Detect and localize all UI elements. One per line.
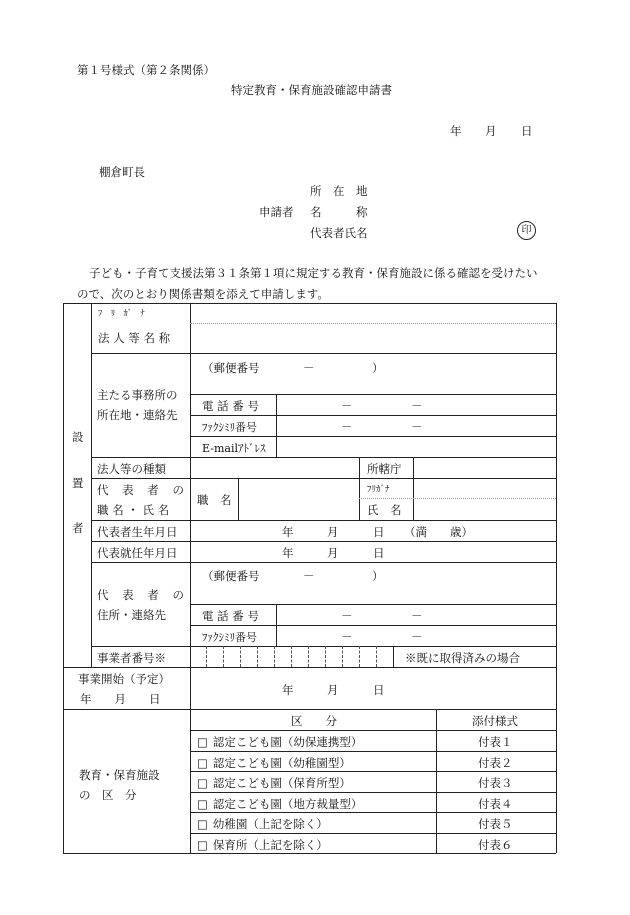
office-postal-close: ） [372,361,384,375]
start-month: 月 [327,683,339,697]
office-fax-dash-1: － [341,420,353,434]
office-email-label: E-mailｱﾄﾞﾚｽ [202,442,266,455]
attachment-form-6: 付表６ [478,838,513,852]
rep-fax-dash-1: － [341,630,353,644]
category-checkbox-4[interactable]: □ 認定こども園（地方裁量型） [197,796,362,812]
rep-fax-label: ﾌｧｸｼﾐﾘ番号 [202,631,257,644]
corp-type-field[interactable] [191,458,358,477]
intro-line-2: ので、次のとおり関係書類を添えて申請します。 [77,287,329,301]
category-header: 区 分 [291,714,337,728]
start-label-line-1: 事業開始（予定） [78,672,170,686]
age-open: （満 [404,525,427,539]
side-label-char-1: 設 [72,430,84,444]
date-month-label: 月 [485,124,497,138]
category-checkbox-6[interactable]: □ 保育所（上記を除く） [197,837,328,853]
office-phone-dash-2: － [411,399,423,413]
start-day: 日 [373,683,385,697]
office-email-field[interactable] [277,437,555,456]
rep-name-field[interactable] [414,479,555,519]
age-close: 歳） [450,525,473,539]
attachment-form-5: 付表５ [478,817,513,831]
corp-type-label: 法人等の種類 [97,462,166,476]
appoint-day: 日 [373,546,385,560]
rep-phone-label: 電 話 番 号 [202,609,259,623]
side-label-char-2: 置 [72,476,84,490]
office-postal-dash: － [303,361,315,375]
office-phone-label: 電 話 番 号 [202,399,259,413]
rep-label-line-2: 職 名 ・ 氏 名 [97,503,170,517]
attachment-form-1: 付表１ [478,735,513,749]
rep-phone-dash-1: － [341,609,353,623]
attachment-form-3: 付表３ [478,776,513,790]
attachment-form-2: 付表２ [478,756,513,770]
jurisdiction-label: 所轄庁 [367,462,402,476]
category-checkbox-1[interactable]: □ 認定こども園（幼保連携型） [197,734,362,750]
category-label-line-2: の 区 分 [79,788,137,802]
rep-postal-dash: － [303,569,315,583]
applicant-name-label: 名 称 [310,205,368,219]
intro-line-1: 子ども・子育て支援法第３１条第１項に規定する教育・保育施設に係る確認を受けたい [89,266,538,280]
birth-month: 月 [327,525,339,539]
office-label-line-1: 主たる事務所の [97,388,178,402]
seal-mark: 印 [517,221,536,240]
attachment-form-4: 付表４ [478,797,513,811]
business-number-field[interactable] [191,647,392,666]
business-number-label: 事業者番号※ [97,651,166,665]
category-checkbox-3[interactable]: □ 認定こども園（保育所型） [197,775,351,791]
rep-furigana-label: ﾌﾘｶﾞﾅ [367,485,390,495]
form-title: 特定教育・保育施設確認申請書 [231,83,392,97]
appoint-month: 月 [327,546,339,560]
rep-phone-dash-2: － [411,609,423,623]
job-title-field[interactable] [239,479,358,519]
office-label-line-2: 所在地・連絡先 [97,408,178,422]
start-label-line-2: 年 月 日 [80,692,161,706]
rep-addr-label-line-2: 住所・連絡先 [97,608,166,622]
corp-name-field[interactable] [191,324,555,352]
office-postal-label: （郵便番号 [202,361,260,375]
job-title-label: 職 名 [197,493,232,507]
office-fax-label: ﾌｧｸｼﾐﾘ番号 [202,421,257,434]
rep-name-label: 氏 名 [367,503,402,517]
rep-addr-label-line-1: 代 表 者 の [97,588,189,602]
category-checkbox-5[interactable]: □ 幼稚園（上記を除く） [197,816,328,832]
office-address-field[interactable] [191,376,555,393]
form-number: 第１号様式（第２条関係） [77,63,215,77]
furigana-label: ﾌ ﾘ ｶﾞ ﾅ [98,309,145,319]
addressee: 棚倉町長 [99,165,145,179]
birth-label: 代表者生年月日 [97,525,178,539]
rep-address-field[interactable] [191,584,555,603]
corp-name-label: 法 人 等 名 称 [98,331,171,345]
date-year-label: 年 [450,124,462,138]
rep-fax-dash-2: － [411,630,423,644]
start-year: 年 [282,683,294,697]
applicant-prefix: 申請者 [259,205,294,219]
birth-day: 日 [373,525,385,539]
applicant-rep-label: 代表者氏名 [310,226,368,240]
attachment-header: 添付様式 [472,714,518,728]
rep-label-line-1: 代 表 者 の [97,483,189,497]
business-number-note: ※既に取得済みの場合 [405,651,520,665]
office-fax-dash-2: － [411,420,423,434]
birth-year: 年 [282,525,294,539]
appoint-year: 年 [282,546,294,560]
category-label-line-1: 教育・保育施設 [79,768,160,782]
rep-postal-close: ） [372,569,384,583]
category-checkbox-2[interactable]: □ 認定こども園（幼稚園型） [197,755,351,771]
appoint-label: 代表就任年月日 [97,546,178,560]
side-label-char-3: 者 [72,521,84,535]
rep-postal-label: （郵便番号 [202,569,260,583]
office-phone-dash-1: － [341,399,353,413]
jurisdiction-field[interactable] [414,458,555,477]
applicant-location-label: 所 在 地 [310,184,368,198]
date-day-label: 日 [521,124,533,138]
